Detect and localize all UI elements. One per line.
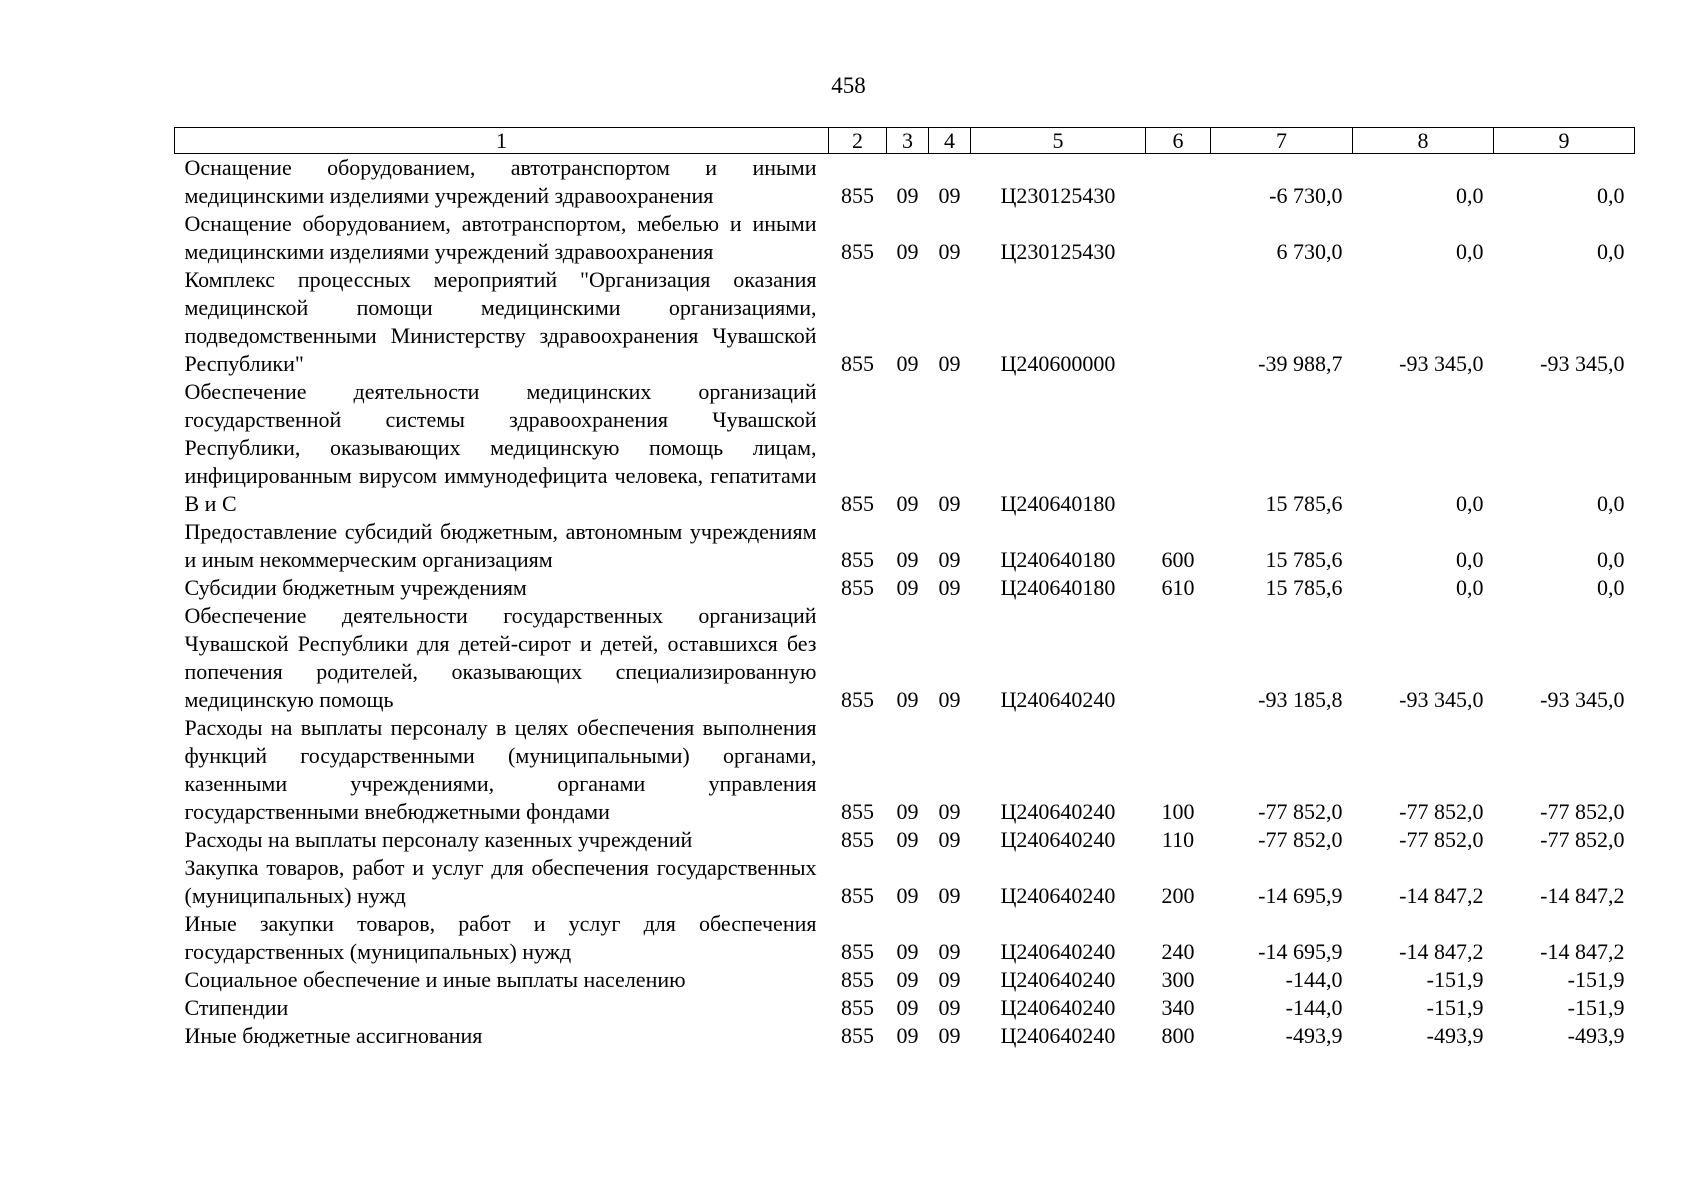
row-description: Иные закупки товаров, работ и услуг для обеспечения государственных (муниципальных) нужд [184, 911, 817, 964]
column-header: 1 [175, 128, 829, 154]
cell-ministry-code: 855 [841, 351, 874, 376]
cell-expense-type: 600 [1161, 547, 1195, 572]
row-description: Субсидии бюджетным учреждениям [184, 575, 527, 600]
cell-amount-col7: -93 185,8 [1258, 687, 1343, 712]
cell-amount-col8: -93 345,0 [1399, 351, 1484, 376]
cell-ministry-code: 855 [841, 967, 874, 992]
cell-ministry-code: 855 [841, 883, 874, 908]
table-header-row [175, 128, 1635, 154]
cell-amount-col7: 15 785,6 [1265, 547, 1343, 572]
table-row [175, 154, 1635, 211]
cell-ministry-code: 855 [841, 1023, 874, 1048]
cell-ministry-code: 855 [841, 491, 874, 516]
cell-subsection: 09 [938, 967, 961, 992]
table-row [175, 994, 1635, 1022]
cell-amount-col7: -144,0 [1285, 995, 1343, 1020]
table-row [175, 1022, 1635, 1050]
cell-amount-col7: -14 695,9 [1258, 883, 1343, 908]
cell-expense-type [1146, 266, 1211, 378]
column-header: 3 [887, 128, 929, 154]
cell-subsection: 09 [938, 183, 961, 208]
table-row [175, 266, 1635, 378]
column-header: 8 [1353, 128, 1494, 154]
cell-ministry-code: 855 [841, 939, 874, 964]
cell-target-article: Ц240640240 [1000, 939, 1116, 964]
cell-section: 09 [896, 491, 919, 516]
table-row [175, 518, 1635, 574]
cell-amount-col9: 0,0 [1597, 575, 1625, 600]
cell-amount-col8: -151,9 [1426, 967, 1484, 992]
row-description: Комплекс процессных мероприятий "Организация оказания медицинской помощи медицинскими организациями, подведомственными Министерству здравоохранения Чувашской Республики" [184, 267, 817, 376]
cell-section: 09 [896, 939, 919, 964]
cell-section: 09 [896, 183, 919, 208]
cell-ministry-code: 855 [841, 799, 874, 824]
cell-subsection: 09 [938, 351, 961, 376]
table-row [175, 378, 1635, 518]
cell-target-article: Ц240640240 [1000, 687, 1116, 712]
cell-ministry-code: 855 [841, 575, 874, 600]
cell-amount-col8: -493,9 [1426, 1023, 1484, 1048]
cell-subsection: 09 [938, 799, 961, 824]
budget-table [174, 127, 1635, 1050]
cell-target-article: Ц240640240 [1000, 995, 1116, 1020]
cell-target-article: Ц240640240 [1000, 967, 1116, 992]
cell-amount-col7: -144,0 [1285, 967, 1343, 992]
cell-subsection: 09 [938, 939, 961, 964]
table-row [175, 602, 1635, 714]
cell-target-article: Ц240640240 [1000, 883, 1116, 908]
cell-expense-type [1146, 154, 1211, 211]
cell-expense-type: 200 [1161, 883, 1195, 908]
column-header: 2 [829, 128, 887, 154]
cell-amount-col9: -14 847,2 [1540, 939, 1625, 964]
cell-amount-col9: -151,9 [1567, 967, 1625, 992]
cell-section: 09 [896, 1023, 919, 1048]
table-body [175, 154, 1635, 1051]
cell-expense-type: 240 [1161, 939, 1195, 964]
table-row [175, 714, 1635, 826]
cell-amount-col7: 6 730,0 [1276, 239, 1343, 264]
cell-ministry-code: 855 [841, 827, 874, 852]
cell-amount-col7: -39 988,7 [1258, 351, 1343, 376]
cell-amount-col8: 0,0 [1456, 491, 1484, 516]
row-description: Расходы на выплаты персоналу в целях обеспечения выполнения функций государственными (муниципальными) органами, казенными учреждениями, органами управления государственными внебюджетными фондами [184, 715, 817, 824]
table-row [175, 854, 1635, 910]
cell-amount-col8: -77 852,0 [1399, 827, 1484, 852]
cell-amount-col9: 0,0 [1597, 491, 1625, 516]
cell-subsection: 09 [938, 883, 961, 908]
cell-amount-col8: 0,0 [1456, 239, 1484, 264]
cell-amount-col9: 0,0 [1597, 239, 1625, 264]
cell-amount-col7: -6 730,0 [1269, 183, 1343, 208]
row-description: Иные бюджетные ассигнования [184, 1023, 483, 1048]
cell-section: 09 [896, 239, 919, 264]
cell-section: 09 [896, 799, 919, 824]
column-header: 4 [929, 128, 971, 154]
cell-amount-col7: -77 852,0 [1258, 827, 1343, 852]
cell-section: 09 [896, 687, 919, 712]
cell-subsection: 09 [938, 491, 961, 516]
cell-target-article: Ц240640180 [1000, 575, 1116, 600]
cell-target-article: Ц240640240 [1000, 827, 1116, 852]
cell-expense-type: 610 [1161, 575, 1195, 600]
cell-ministry-code: 855 [841, 239, 874, 264]
cell-subsection: 09 [938, 547, 961, 572]
column-header: 9 [1494, 128, 1635, 154]
table-row [175, 910, 1635, 966]
cell-amount-col7: 15 785,6 [1265, 575, 1343, 600]
cell-amount-col8: -14 847,2 [1399, 883, 1484, 908]
cell-section: 09 [896, 351, 919, 376]
cell-subsection: 09 [938, 575, 961, 600]
column-header: 6 [1146, 128, 1211, 154]
cell-subsection: 09 [938, 1023, 961, 1048]
cell-target-article: Ц230125430 [1000, 239, 1116, 264]
cell-section: 09 [896, 827, 919, 852]
page-number: 458 [831, 73, 866, 98]
row-description: Оснащение оборудованием, автотранспортом и иными медицинскими изделиями учреждений здравоохранения [184, 155, 817, 208]
cell-expense-type: 100 [1161, 799, 1195, 824]
cell-amount-col9: -77 852,0 [1540, 827, 1625, 852]
cell-amount-col7: -14 695,9 [1258, 939, 1343, 964]
row-description: Закупка товаров, работ и услуг для обеспечения государственных (муниципальных) нужд [184, 855, 817, 908]
cell-ministry-code: 855 [841, 687, 874, 712]
table-row [175, 826, 1635, 854]
cell-amount-col8: -77 852,0 [1399, 799, 1484, 824]
cell-subsection: 09 [938, 995, 961, 1020]
cell-expense-type: 300 [1161, 967, 1195, 992]
cell-subsection: 09 [938, 827, 961, 852]
cell-target-article: Ц240640240 [1000, 1023, 1116, 1048]
cell-ministry-code: 855 [841, 547, 874, 572]
cell-amount-col9: -93 345,0 [1540, 687, 1625, 712]
cell-amount-col9: 0,0 [1597, 547, 1625, 572]
cell-expense-type: 800 [1161, 1023, 1195, 1048]
table-row [175, 210, 1635, 266]
cell-expense-type [1146, 210, 1211, 266]
cell-ministry-code: 855 [841, 183, 874, 208]
row-description: Обеспечение деятельности медицинских организаций государственной системы здравоохранения Чувашской Республики, оказывающих медицинскую помощь лицам, инфицированным вирусом иммунодефицита человека, гепатитами B и C [184, 379, 817, 516]
row-description: Оснащение оборудованием, автотранспортом, мебелью и иными медицинскими изделиями учреждений здравоохранения [184, 211, 817, 264]
cell-expense-type: 340 [1161, 995, 1195, 1020]
cell-amount-col7: 15 785,6 [1265, 491, 1343, 516]
cell-amount-col7: -493,9 [1285, 1023, 1343, 1048]
table-row [175, 966, 1635, 994]
cell-expense-type [1146, 602, 1211, 714]
cell-amount-col7: -77 852,0 [1258, 799, 1343, 824]
cell-amount-col8: 0,0 [1456, 183, 1484, 208]
cell-amount-col8: -14 847,2 [1399, 939, 1484, 964]
cell-subsection: 09 [938, 687, 961, 712]
cell-amount-col8: 0,0 [1456, 547, 1484, 572]
row-description: Обеспечение деятельности государственных организаций Чувашской Республики для детей-сирот и детей, оставшихся без попечения родителей, оказывающих специализированную медицинскую помощь [184, 603, 817, 712]
cell-amount-col8: -151,9 [1426, 995, 1484, 1020]
cell-amount-col9: -77 852,0 [1540, 799, 1625, 824]
cell-amount-col9: -14 847,2 [1540, 883, 1625, 908]
cell-target-article: Ц240600000 [1000, 351, 1116, 376]
cell-section: 09 [896, 995, 919, 1020]
cell-amount-col9: -493,9 [1567, 1023, 1625, 1048]
cell-amount-col9: -151,9 [1567, 995, 1625, 1020]
cell-target-article: Ц230125430 [1000, 183, 1116, 208]
cell-amount-col8: -93 345,0 [1399, 687, 1484, 712]
cell-amount-col9: 0,0 [1597, 183, 1625, 208]
cell-section: 09 [896, 967, 919, 992]
cell-amount-col9: -93 345,0 [1540, 351, 1625, 376]
cell-section: 09 [896, 883, 919, 908]
cell-target-article: Ц240640180 [1000, 491, 1116, 516]
cell-expense-type [1146, 378, 1211, 518]
cell-ministry-code: 855 [841, 995, 874, 1020]
cell-section: 09 [896, 575, 919, 600]
cell-amount-col8: 0,0 [1456, 575, 1484, 600]
row-description: Расходы на выплаты персоналу казенных учреждений [184, 827, 693, 852]
row-description: Стипендии [184, 995, 289, 1020]
row-description: Социальное обеспечение и иные выплаты населению [184, 967, 686, 992]
column-header: 5 [971, 128, 1146, 154]
cell-subsection: 09 [938, 239, 961, 264]
cell-target-article: Ц240640240 [1000, 799, 1116, 824]
row-description: Предоставление субсидий бюджетным, автономным учреждениям и иным некоммерческим организациям [184, 519, 817, 572]
cell-expense-type: 110 [1161, 827, 1195, 852]
cell-section: 09 [896, 547, 919, 572]
column-header: 7 [1211, 128, 1353, 154]
table-row [175, 574, 1635, 602]
cell-target-article: Ц240640180 [1000, 547, 1116, 572]
